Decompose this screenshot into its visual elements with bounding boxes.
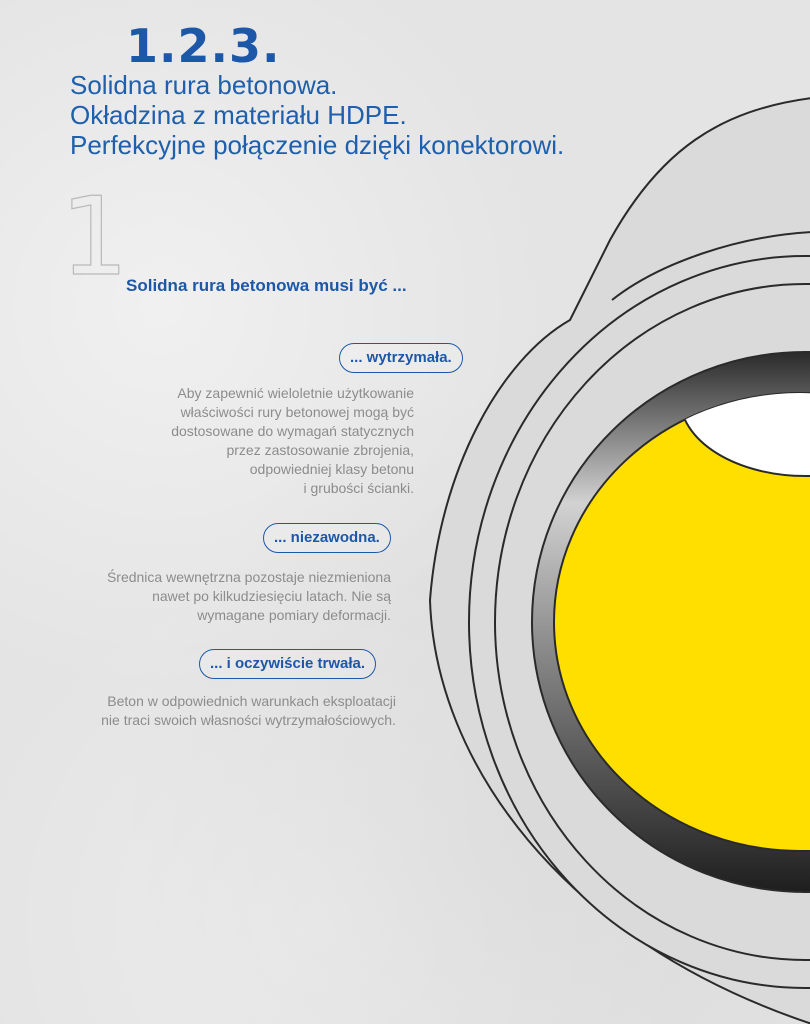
description-line: Beton w odpowiednich warunkach eksploatacji [107,693,396,709]
feature-description-reliability [107,568,391,625]
description-line: Aby zapewnić wieloletnie użytkowanie [177,385,414,401]
subtitle-line: Perfekcyjne połączenie dzięki konektorowi. [70,130,565,160]
page-title: 1.2.3. [126,19,281,73]
description-line: odpowiedniej klasy betonu [249,461,414,477]
section-number: 1 [60,175,129,300]
description-line: dostosowane do wymagań statycznych [171,423,414,439]
description-line: nie traci swoich własności wytrzymałościowych. [101,712,396,728]
feature-badge-durability: ... i oczywiście trwała. [199,649,376,679]
subtitle-block [70,70,564,160]
description-line: wymagane pomiary deformacji. [197,607,391,623]
feature-badge-reliability: ... niezawodna. [263,523,391,553]
feature-description-durability [101,692,396,730]
description-line: przez zastosowanie zbrojenia, [226,442,414,458]
description-line: właściwości rury betonowej mogą być [180,404,414,420]
feature-badge-strength: ... wytrzymała. [339,343,463,373]
subtitle-line: Okładzina z materiału HDPE. [70,100,407,130]
description-line: nawet po kilkudziesięciu latach. Nie są [152,588,391,604]
description-line: i grubości ścianki. [303,480,414,496]
section-lead: Solidna rura betonowa musi być ... [126,276,407,295]
description-line: Średnica wewnętrzna pozostaje niezmieniona [106,569,391,585]
feature-description-strength [171,384,414,498]
subtitle-line: Solidna rura betonowa. [70,70,338,100]
